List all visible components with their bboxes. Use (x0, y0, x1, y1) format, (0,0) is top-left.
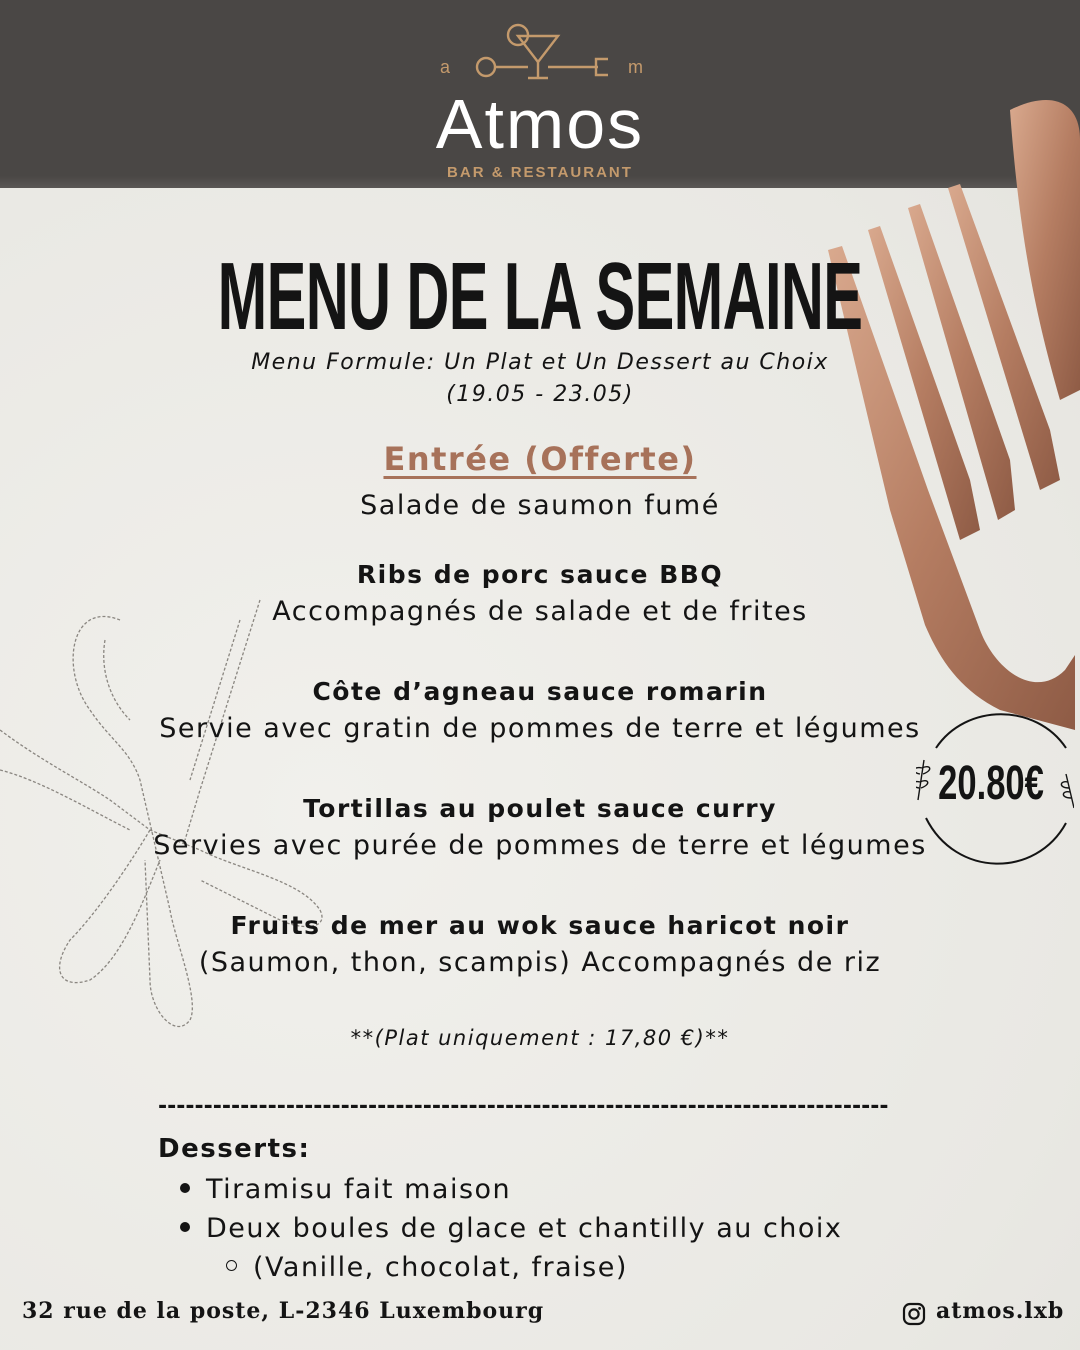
dish-name: Tortillas au poulet sauce curry (303, 794, 777, 823)
divider-line: -------------------------------------------------------------------------------- (158, 1094, 889, 1119)
menu-dates: (19.05 - 23.05) (446, 382, 634, 407)
dessert-item: Tiramisu fait maison (180, 1174, 511, 1205)
menu-title: MENU DE LA SEMAINE (217, 243, 863, 350)
price-note: **(Plat uniquement : 17,80 €)** (350, 1026, 730, 1050)
dish-name: Côte d’agneau sauce romarin (312, 677, 768, 706)
instagram-handle[interactable]: atmos.lxb (936, 1298, 1065, 1324)
brand-name: Atmos (435, 85, 645, 163)
dish-description: Servie avec gratin de pommes de terre et légumes (159, 713, 921, 744)
bullet-icon (180, 1222, 190, 1232)
entree-item: Salade de saumon fumé (360, 490, 720, 521)
dish-name: Ribs de porc sauce BBQ (356, 560, 724, 589)
address-text: 32 rue de la poste, L-2346 Luxembourg (22, 1298, 545, 1324)
instagram-icon[interactable] (902, 1302, 926, 1326)
entree-heading: Entrée (Offerte) (383, 440, 697, 478)
dish-description: (Saumon, thon, scampis) Accompagnés de riz (198, 947, 882, 978)
price-value: 20.80€ (938, 757, 1044, 810)
dish-name: Fruits de mer au wok sauce haricot noir (230, 911, 850, 940)
menu-subtitle: Menu Formule: Un Plat et Un Dessert au Choix (251, 350, 829, 375)
svg-text:m: m (628, 57, 643, 77)
dish-description: Servies avec purée de pommes de terre et légumes (153, 830, 927, 861)
dessert-item: Deux boules de glace et chantilly au choix (180, 1213, 842, 1244)
brand-tagline: BAR & RESTAURANT (447, 164, 633, 181)
cocktail-logo-icon (430, 20, 650, 86)
svg-text:a: a (440, 57, 451, 77)
bullet-icon (180, 1183, 190, 1193)
dessert-subitem: (Vanille, chocolat, fraise) (226, 1252, 628, 1283)
desserts-heading: Desserts: (158, 1134, 311, 1164)
circle-bullet-icon (226, 1260, 237, 1271)
dish-description: Accompagnés de salade et de frites (272, 596, 808, 627)
